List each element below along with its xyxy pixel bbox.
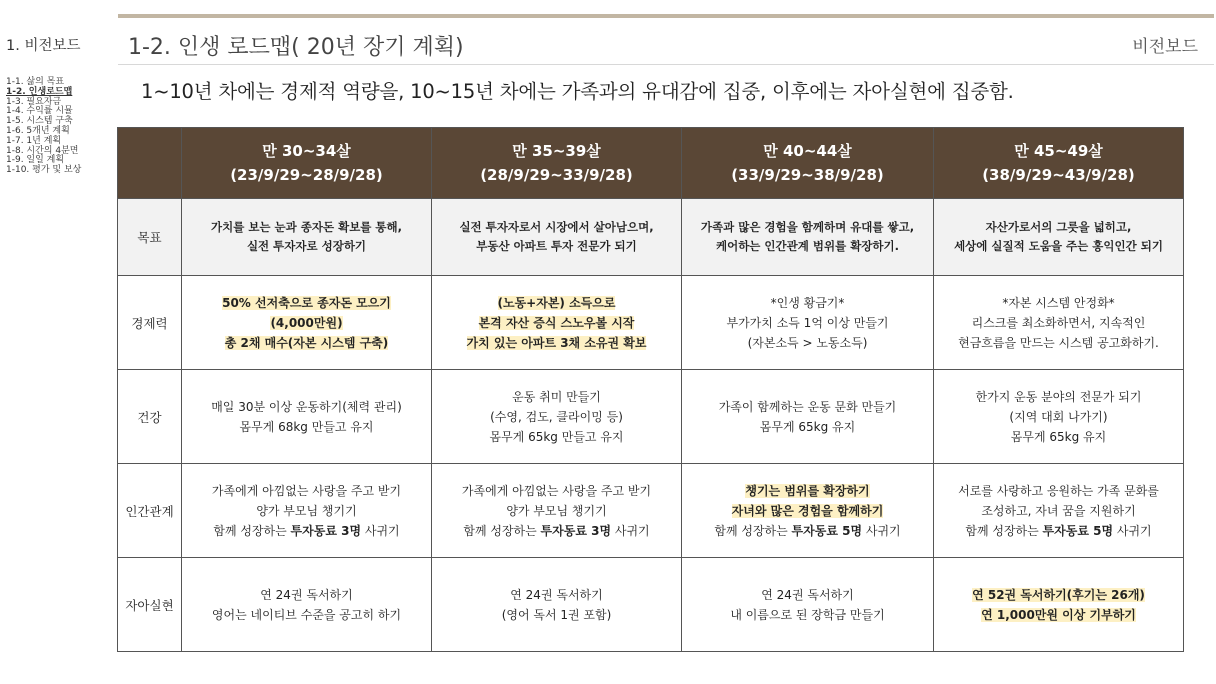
row-label-relations: 인간관계 bbox=[118, 464, 182, 558]
table-row-selfreal bbox=[118, 558, 1184, 652]
roadmap-table bbox=[117, 127, 1184, 652]
table-cell: 서로를 사랑하고 응원하는 가족 문화를 조성하고, 자녀 꿈을 지원하기 함께 성장하는 투자동료 5명 사귀기 bbox=[934, 464, 1184, 558]
table-cell: 자산가로서의 그릇을 넓히고, 세상에 실질적 도움을 주는 홍익인간 되기 bbox=[934, 199, 1184, 276]
table-cell: 연 24권 독서하기 (영어 독서 1권 포함) bbox=[432, 558, 682, 652]
row-label-goal: 목표 bbox=[118, 199, 182, 276]
sidebar-item-1year-plan[interactable]: 1-7. 1년 계획 bbox=[6, 135, 62, 146]
page-subtitle: 1~10년 차에는 경제적 역량을, 10~15년 차에는 가족과의 유대감에 집중, 이후에는 자아실현에 집중함. bbox=[141, 80, 1014, 103]
table-cell: 가치를 보는 눈과 종자돈 확보를 통해, 실전 투자자로 성장하기 bbox=[182, 199, 432, 276]
sidebar-item-5year-plan[interactable]: 1-6. 5개년 계획 bbox=[6, 125, 70, 136]
table-cell: 연 24권 독서하기 내 이름으로 된 장학금 만들기 bbox=[682, 558, 934, 652]
table-row-relations bbox=[118, 464, 1184, 558]
table-cell: 매일 30분 이상 운동하기(체력 관리) 몸무게 68kg 만들고 유지 bbox=[182, 370, 432, 464]
sidebar-item-system[interactable]: 1-5. 시스템 구축 bbox=[6, 116, 73, 127]
table-cell: 가족에게 아낌없는 사랑을 주고 받기 양가 부모님 챙기기 함께 성장하는 투자동료 3명 사귀기 bbox=[432, 464, 682, 558]
row-label-health: 건강 bbox=[118, 370, 182, 464]
sidebar-item-return-sim[interactable]: 1-4. 수익률 시뮬 bbox=[6, 106, 73, 117]
table-cell: 챙기는 범위를 확장하기 자녀와 많은 경험을 함께하기 함께 성장하는 투자동료 5명 사귀기 bbox=[682, 464, 934, 558]
header-divider bbox=[118, 64, 1214, 65]
table-cell: (노동+자본) 소득으로 본격 자산 증식 스노우볼 시작 가치 있는 아파트 3채 소유권 확보 bbox=[432, 276, 682, 370]
table-cell: *인생 황금기* 부가가치 소득 1억 이상 만들기 (자본소득 > 노동소득) bbox=[682, 276, 934, 370]
table-row-goal bbox=[118, 199, 1184, 276]
page-title: 1-2. 인생 로드맵( 20년 장기 계획) bbox=[128, 35, 464, 60]
sidebar-item-required-funds[interactable]: 1-3. 필요자금 bbox=[6, 96, 62, 107]
sidebar-item-roadmap[interactable]: 1-2. 인생로드맵 bbox=[6, 86, 73, 97]
table-row-economy bbox=[118, 276, 1184, 370]
column-header: 만 35~39살 (28/9/29~33/9/28) bbox=[432, 128, 682, 199]
header-right-label: 비전보드 bbox=[1132, 37, 1198, 57]
column-header: 만 45~49살 (38/9/29~43/9/28) bbox=[934, 128, 1184, 199]
sidebar-item-evaluation[interactable]: 1-10. 평가 및 보상 bbox=[6, 165, 82, 176]
table-header-row bbox=[118, 128, 1184, 199]
sidebar-item-life-goal[interactable]: 1-1. 삶의 목표 bbox=[6, 77, 65, 87]
table-cell: 가족에게 아낌없는 사랑을 주고 받기 양가 부모님 챙기기 함께 성장하는 투자동료 3명 사귀기 bbox=[182, 464, 432, 558]
column-header: 만 40~44살 (33/9/29~38/9/28) bbox=[682, 128, 934, 199]
table-cell: 연 52권 독서하기(후기는 26개) 연 1,000만원 이상 기부하기 bbox=[934, 558, 1184, 652]
table-row-health bbox=[118, 370, 1184, 464]
table-cell: 실전 투자자로서 시장에서 살아남으며, 부동산 아파트 투자 전문가 되기 bbox=[432, 199, 682, 276]
table-cell: 연 24권 독서하기 영어는 네이티브 수준을 공고히 하기 bbox=[182, 558, 432, 652]
table-cell: 가족과 많은 경험을 함께하며 유대를 쌓고, 케어하는 인간관계 범위를 확장하기. bbox=[682, 199, 934, 276]
table-cell: *자본 시스템 안정화* 리스크를 최소화하면서, 지속적인 현금흐름을 만드는 시스템 공고화하기. bbox=[934, 276, 1184, 370]
top-accent-bar bbox=[118, 14, 1214, 18]
table-corner-cell bbox=[118, 128, 182, 199]
sidebar-item-daily-plan[interactable]: 1-9. 일일 계획 bbox=[6, 155, 65, 166]
section-label: 1. 비전보드 bbox=[6, 38, 81, 54]
row-label-economy: 경제력 bbox=[118, 276, 182, 370]
sidebar-nav bbox=[6, 78, 81, 176]
row-label-selfreal: 자아실현 bbox=[118, 558, 182, 652]
sidebar-item-time-quadrant[interactable]: 1-8. 시간의 4분면 bbox=[6, 145, 79, 156]
table-cell: 한가지 운동 분야의 전문가 되기 (지역 대회 나가기) 몸무게 65kg 유지 bbox=[934, 370, 1184, 464]
table-cell: 가족이 함께하는 운동 문화 만들기 몸무게 65kg 유지 bbox=[682, 370, 934, 464]
table-cell: 운동 취미 만들기 (수영, 검도, 클라이밍 등) 몸무게 65kg 만들고 유지 bbox=[432, 370, 682, 464]
table-cell: 50% 선저축으로 종자돈 모으기 (4,000만원) 총 2채 매수(자본 시스템 구축) bbox=[182, 276, 432, 370]
column-header: 만 30~34살 (23/9/29~28/9/28) bbox=[182, 128, 432, 199]
